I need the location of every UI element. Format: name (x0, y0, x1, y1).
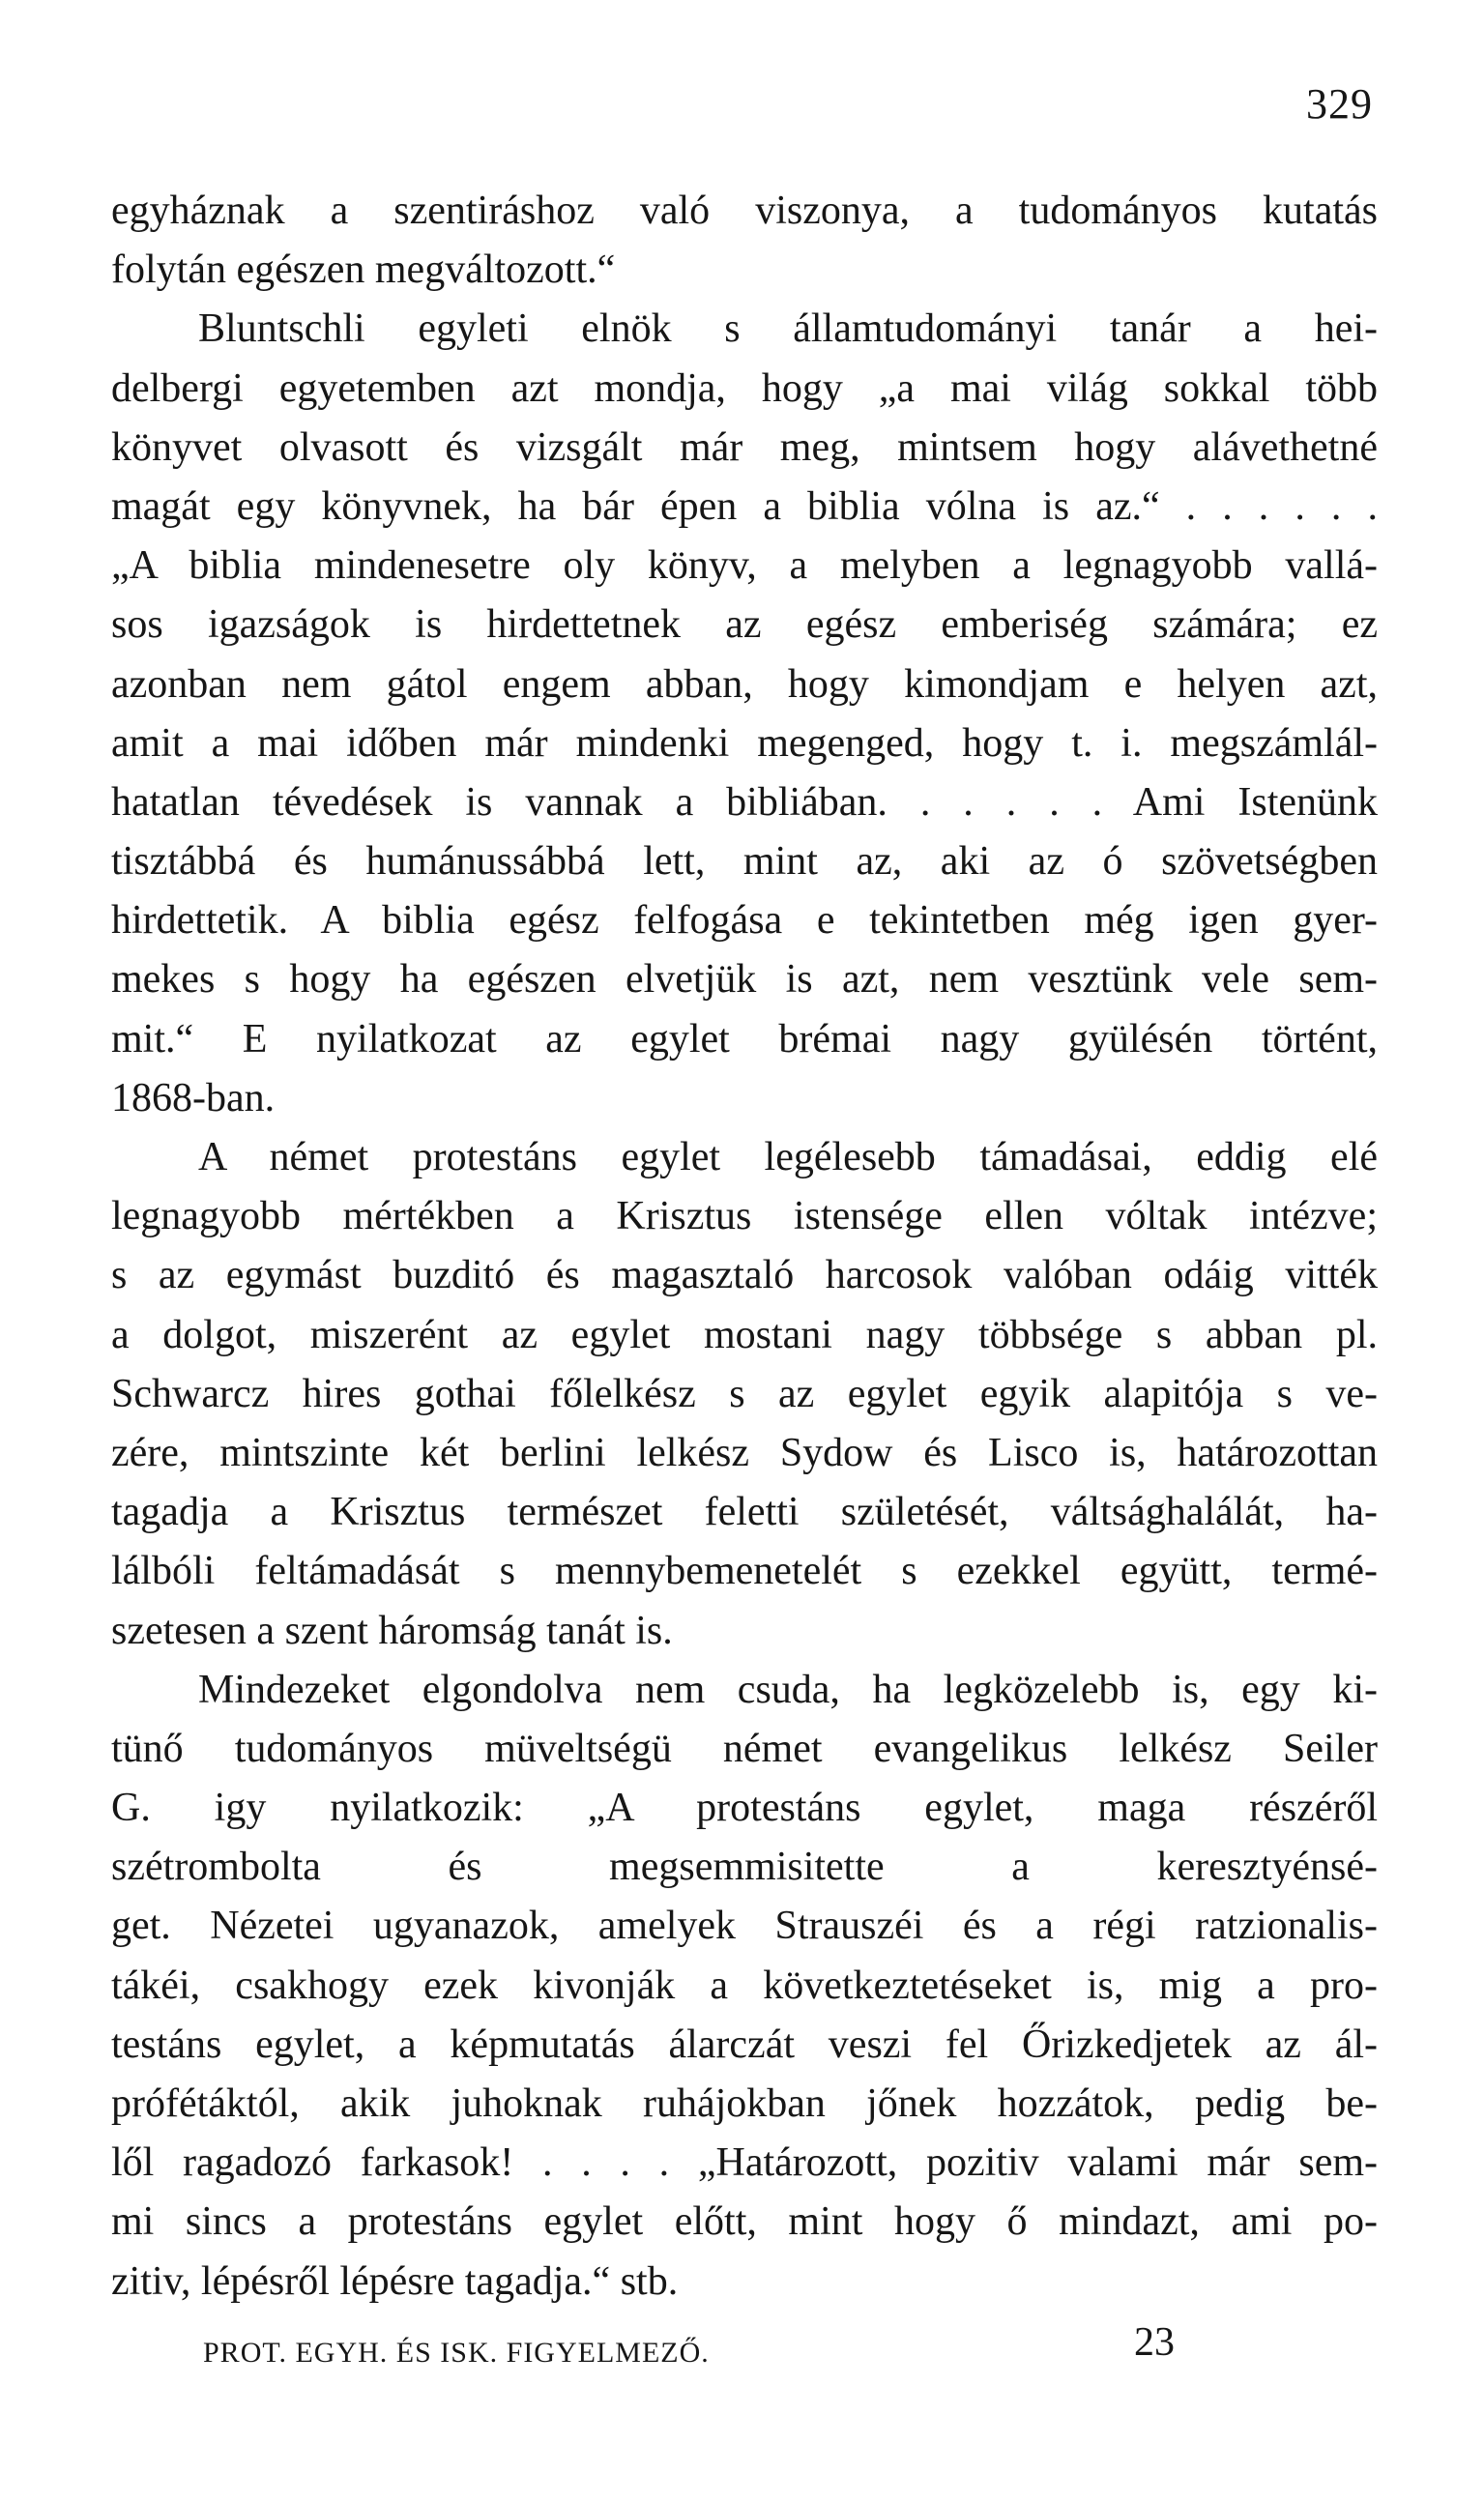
text-line: a dolgot, miszerént az egylet mostani nagy többsége s abban pl. (111, 1312, 1378, 1357)
text-line: mekes s hogy ha egészen elvetjük is azt, nem vesztünk vele sem- (111, 957, 1378, 1003)
text-line: magát egy könyvnek, ha bár épen a biblia vólna is az.“ . . . . . . (111, 483, 1378, 529)
text-line: lálbóli feltámadását s mennybemenetelét s ezekkel együtt, termé- (111, 1549, 1378, 1594)
text-line: Mindezeket elgondolva nem csuda, ha legközelebb is, egy ki- (198, 1667, 1378, 1712)
text-line: szetesen a szent háromság tanát is. (111, 1608, 673, 1653)
text-line: „A biblia mindenesetre oly könyv, a melyben a legnagyobb vallá- (111, 543, 1378, 589)
text-line: 1868-ban. (111, 1075, 276, 1120)
page-number: 329 (1306, 80, 1373, 128)
text-line: Schwarcz hires gothai főlelkész s az egylet egyik alapitója s ve- (111, 1371, 1378, 1416)
text-line: szétrombolta és megsemmisitette a keresztyénsé- (111, 1845, 1378, 1890)
text-line: zitiv, lépésről lépésre tagadja.“ stb. (111, 2258, 679, 2304)
text-line: G. igy nyilatkozik: „A protestáns egylet, maga részéről (111, 1786, 1378, 1831)
text-line: hatatlan tévedések is vannak a bibliában. . . . . . Ami Istenünk (111, 779, 1378, 825)
sheet-number: 23 (1134, 2320, 1175, 2365)
text-line: testáns egylet, a képmutatás álarczát veszi fel Őrizkedjetek az ál- (111, 2022, 1378, 2067)
text-line: lől ragadozó farkasok! . . . . „Határozott, pozitiv valami már sem- (111, 2140, 1378, 2186)
text-line: Bluntschli egyleti elnök s államtudományi tanár a hei- (198, 306, 1378, 352)
page-footer (203, 2319, 1175, 2377)
text-line: sos igazságok is hirdettetnek az egész emberiség számára; ez (111, 602, 1378, 648)
text-line: prófétáktól, akik juhoknak ruhájokban jőnek hozzátok, pedig be- (111, 2081, 1378, 2126)
text-line: tagadja a Krisztus természet feletti születését, váltsághalálát, ha- (111, 1490, 1378, 1535)
text-line: A német protestáns egylet legélesebb támadásai, eddig elé (198, 1135, 1378, 1179)
text-line: delbergi egyetemben azt mondja, hogy „a mai világ sokkal több (111, 365, 1378, 411)
text-line: mi sincs a protestáns egylet előtt, mint hogy ő mindazt, ami po- (111, 2199, 1378, 2245)
text-line: azonban nem gátol engem abban, hogy kimondjam e helyen azt, (111, 661, 1378, 707)
text-line: folytán egészen megváltozott.“ (111, 247, 616, 293)
text-line: mit.“ E nyilatkozat az egylet brémai nagy gyülésén történt, (111, 1016, 1378, 1062)
text-line: tünő tudományos müveltségü német evangelikus lelkész Seiler (111, 1726, 1378, 1771)
text-line: amit a mai időben már mindenki megenged, hogy t. i. megszámlál- (111, 720, 1378, 766)
text-line: könyvet olvasott és vizsgált már meg, mintsem hogy alávethetné (111, 424, 1378, 470)
text-line: egyháznak a szentiráshoz való viszonya, a tudományos kutatás (111, 189, 1378, 233)
body-text (111, 182, 1378, 2312)
text-line: hirdettetik. A biblia egész felfogása e tekintetben még igen gyer- (111, 898, 1378, 944)
signature-mark: PROT. EGYH. ÉS ISK. FIGYELMEZŐ. (203, 2337, 710, 2369)
text-line: get. Nézetei ugyanazok, amelyek Strauszéi és a régi ratzionalis- (111, 1904, 1378, 1949)
text-line: tákéi, csakhogy ezek kivonják a következtetéseket is, mig a pro- (111, 1963, 1378, 2008)
text-line: zére, mintszinte két berlini lelkész Sydow és Lisco is, határozottan (111, 1430, 1378, 1475)
text-line: s az egymást buzditó és magasztaló harcosok valóban odáig vitték (111, 1253, 1378, 1298)
text-line: tisztábbá és humánussábbá lett, mint az, aki az ó szövetségben (111, 839, 1378, 885)
text-line: legnagyobb mértékben a Krisztus istensége ellen vóltak intézve; (111, 1194, 1378, 1239)
